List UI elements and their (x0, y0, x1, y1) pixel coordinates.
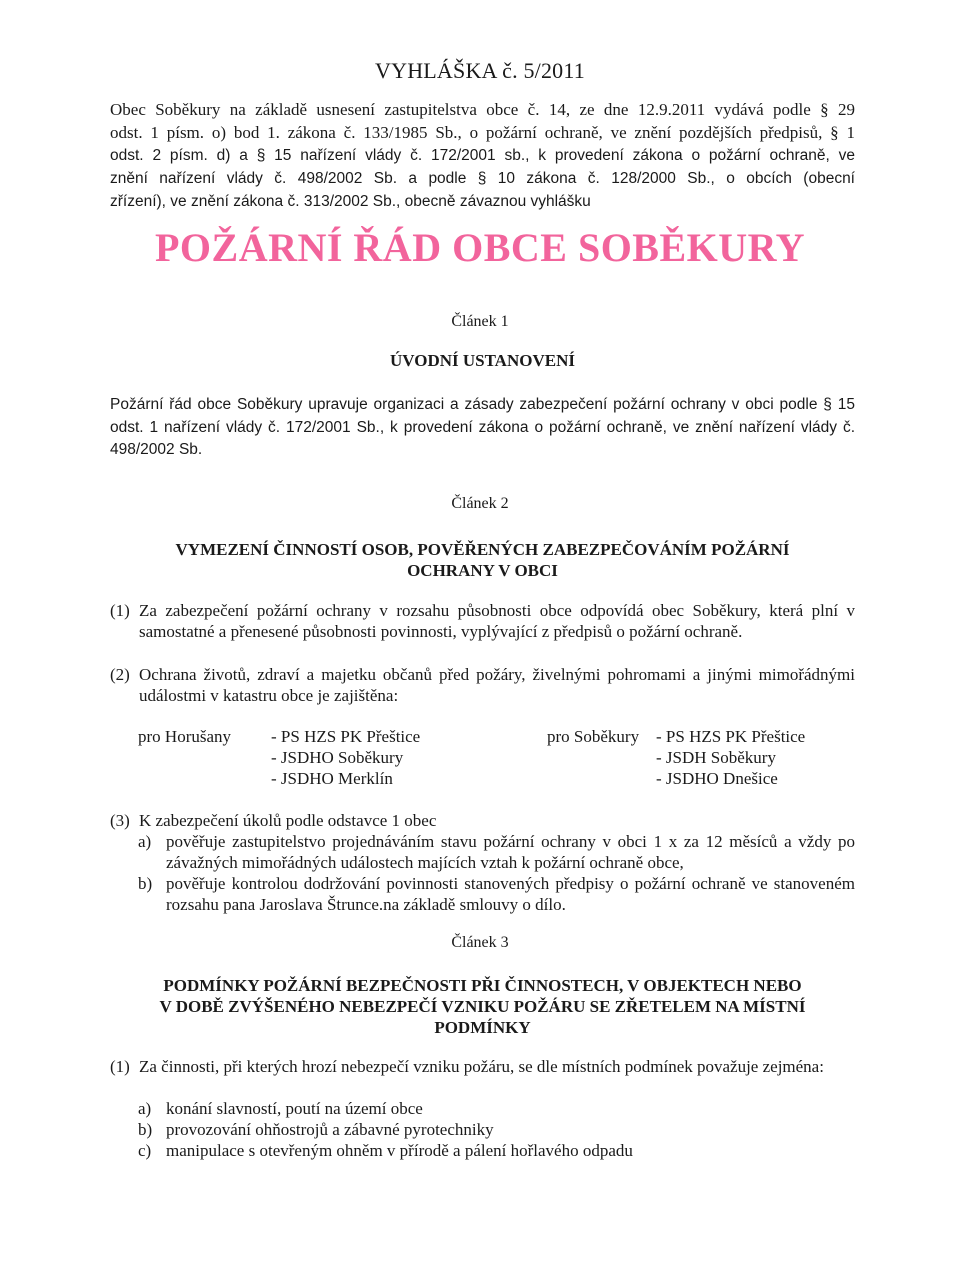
article-2-paragraph-3-list (138, 831, 855, 915)
units-left-list (271, 726, 420, 789)
list-item-label: c) (138, 1141, 152, 1160)
list-item (138, 1119, 855, 1140)
list-item-text: pověřuje kontrolou dodržování povinnosti stanovených předpisy o požární ochraně ve stanoveném rozsahu pana Jaroslava Štrunce.na základě smlouvy o dílo. (166, 874, 855, 914)
article-2-heading (110, 539, 855, 581)
main-title: POŽÁRNÍ ŘÁD OBCE SOBĚKURY (154, 225, 806, 270)
intro-line: znění nařízení vlády č. 498/2002 Sb. a podle § 10 zákona č. 128/2000 Sb., o obcích (obecní (110, 170, 855, 187)
article-1-heading: ÚVODNÍ USTANOVENÍ (390, 351, 575, 370)
intro-line: odst. 1 písm. o) bod 1. zákona č. 133/1985 Sb., o požární ochraně, ve znění pozdějších předpisů, § 1 (110, 123, 855, 142)
paragraph-number: (1) (110, 1057, 130, 1076)
article-2-paragraph-1 (110, 600, 855, 642)
article-3-paragraph-1 (110, 1056, 855, 1077)
article-3-paragraph-1-list (138, 1098, 855, 1161)
unit-item: - PS HZS PK Přeštice (656, 727, 806, 746)
paragraph-number: (2) (110, 665, 130, 684)
unit-item: - JSDHO Merklín (271, 769, 393, 788)
list-item (138, 1140, 855, 1161)
units-right-label: pro Soběkury (547, 727, 640, 746)
unit-item: - JSDH Soběkury (656, 748, 776, 767)
paragraph-text: K zabezpečení úkolů podle odstavce 1 obec (139, 811, 437, 830)
article-1-label: Článek 1 (451, 313, 509, 330)
article-2-paragraph-3 (110, 810, 855, 831)
article-3-heading-line: V DOBĚ ZVÝŠENÉHO NEBEZPEČÍ VZNIKU POŽÁRU SE ZŘETELEM NA MÍSTNÍ (159, 997, 806, 1016)
article-1-text-content: Požární řád obce Soběkury upravuje organizaci a zásady zabezpečení požární ochrany v obci podle § 15 odst. 1 nařízení vlády č. 172/2001 Sb., k provedení zákona o požární ochraně, ve znění nařízení vlády č. 498/2002 Sb. (110, 396, 855, 458)
unit-item: - JSDHO Soběkury (271, 748, 404, 767)
article-2-heading-line: VYMEZENÍ ČINNOSTÍ OSOB, POVĚŘENÝCH ZABEZPEČOVÁNÍM POŽÁRNÍ (175, 540, 790, 559)
list-item-label: b) (138, 1120, 153, 1139)
units-right-list (656, 726, 805, 789)
article-3-label: Článek 3 (451, 934, 509, 951)
intro-line: odst. 2 písm. d) a § 15 nařízení vlády č. 172/2001 sb., k provedení zákona o požární ochraně, ve (110, 147, 855, 164)
article-2-label: Článek 2 (451, 495, 509, 512)
unit-item: - JSDHO Dnešice (656, 769, 778, 788)
intro-paragraph (110, 98, 855, 213)
article-3-heading-line: PODMÍNKY (434, 1018, 531, 1037)
list-item-text: provozování ohňostrojů a zábavné pyrotechniky (166, 1120, 494, 1139)
list-item (138, 873, 855, 915)
list-item-label: b) (138, 874, 153, 893)
document-title: VYHLÁŠKA č. 5/2011 (375, 58, 585, 83)
list-item-text: manipulace s otevřeným ohněm v přírodě a pálení hořlavého odpadu (166, 1141, 633, 1160)
list-item (138, 831, 855, 873)
article-3-heading (110, 975, 855, 1038)
paragraph-text: Za zabezpečení požární ochrany v rozsahu působnosti obce odpovídá obec Soběkury, která plní v samostatné a přenesené působnosti povinnosti, vyplývající z předpisů o požární ochraně. (139, 601, 855, 641)
article-3-heading-line: PODMÍNKY POŽÁRNÍ BEZPEČNOSTI PŘI ČINNOSTECH, V OBJEKTECH NEBO (163, 976, 802, 995)
unit-item: - PS HZS PK Přeštice (271, 727, 421, 746)
intro-line: zřízení), ve znění zákona č. 313/2002 Sb., obecně závaznou vyhlášku (110, 193, 591, 210)
units-left-label: pro Horušany (138, 727, 232, 746)
list-item-label: a) (138, 1099, 152, 1118)
list-item-text: pověřuje zastupitelstvo projednáváním stavu požární ochrany v obci 1 x za 12 měsíců a vždy po závažných mimořádných událostech majících vztah k požární ochraně obce, (166, 832, 855, 872)
list-item-label: a) (138, 832, 152, 851)
list-item-text: konání slavností, poutí na území obce (166, 1099, 423, 1118)
list-item (138, 1098, 855, 1119)
paragraph-text: Za činnosti, při kterých hrozí nebezpečí vzniku požáru, se dle místních podmínek považuje zejména: (139, 1057, 824, 1076)
paragraph-number: (3) (110, 811, 130, 830)
paragraph-number: (1) (110, 601, 130, 620)
intro-line: Obec Soběkury na základě usnesení zastupitelstva obce č. 14, ze dne 12.9.2011 vydává podle § 29 (110, 100, 855, 119)
article-2-heading-line: OCHRANY V OBCI (407, 561, 558, 580)
article-1-text (110, 393, 855, 461)
paragraph-text: Ochrana životů, zdraví a majetku občanů před požáry, živelnými pohromami a jinými mimořádnými událostmi v katastru obce je zajištěna: (139, 665, 855, 705)
article-2-paragraph-2 (110, 664, 855, 706)
